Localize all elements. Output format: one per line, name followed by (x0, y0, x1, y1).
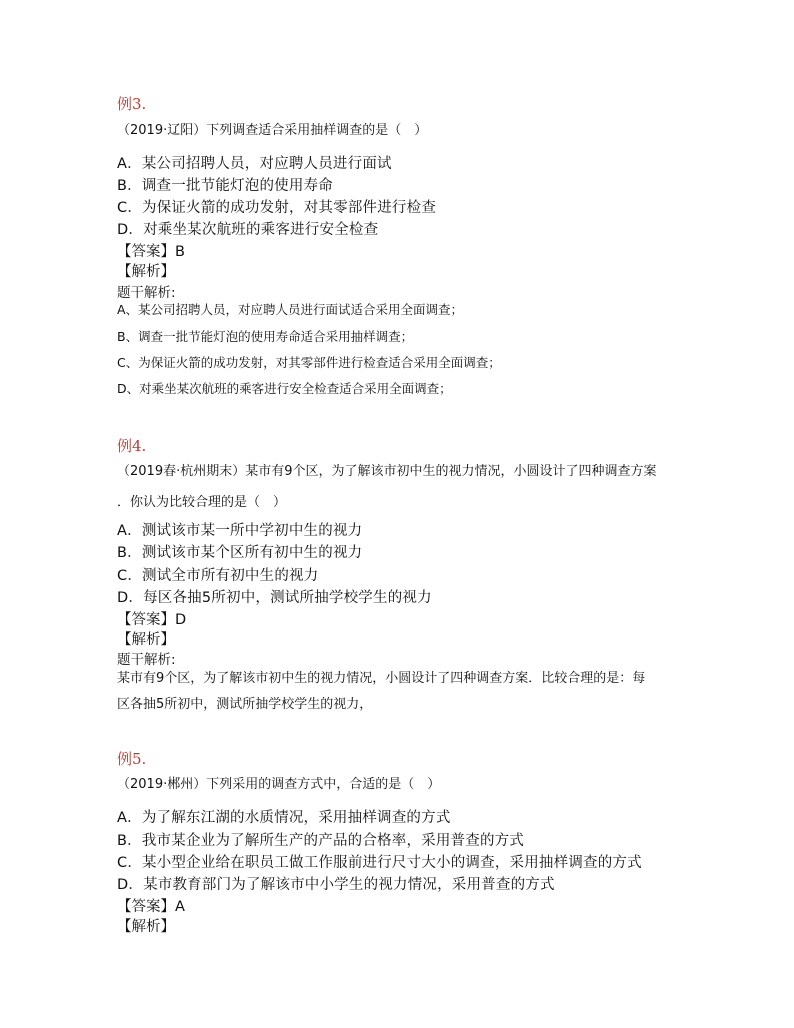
example-3-option-d: D．对乘坐某次航班的乘客进行安全检查 (117, 222, 379, 238)
example-5-source: （2019·郴州）下列采用的调查方式中，合适的是（ ） (117, 777, 441, 792)
example-3-answer: 【答案】B (117, 244, 185, 260)
example-4-option-a: A．测试该市某一所中学初中生的视力 (117, 523, 363, 539)
example-5-title: 例5. (117, 750, 147, 768)
example-5-option-b: B．我市某企业为了解所生产的产品的合格率，采用普查的方式 (117, 833, 525, 849)
example-4-option-c: C．测试全市所有初中生的视力 (117, 568, 319, 584)
example-3-solution-line: A、某公司招聘人员，对应聘人员进行面试适合采用全面调查； (117, 302, 464, 317)
example-3-option-b: B．调查一批节能灯泡的使用寿命 (117, 178, 333, 194)
example-4-source-line-1: （2019春·杭州期末）某市有9个区，为了解该市初中生的视力情况，小圆设计了四种调查方案 (117, 464, 657, 479)
example-5-option-a: A．为了解东江湖的水质情况，采用抽样调查的方式 (117, 810, 451, 826)
example-3-analysis-label: 【解析】 (117, 264, 175, 280)
example-4-answer: 【答案】D (117, 612, 187, 628)
example-3-solution-line: C、为保证火箭的成功发射，对其零部件进行检查适合采用全面调查； (117, 355, 501, 370)
example-5-option-d: D．某市教育部门为了解该市中小学生的视力情况，采用普查的方式 (117, 877, 555, 893)
example-5-option-c: C．某小型企业给在职员工做工作服前进行尺寸大小的调查，采用抽样调查的方式 (117, 855, 642, 871)
example-4-source-line-2: ．你认为比较合理的是（ ） (117, 495, 287, 510)
example-4-solution-label: 题干解析: (117, 652, 176, 668)
example-3-option-c: C．为保证火箭的成功发射，对其零部件进行检查 (117, 200, 437, 216)
example-4-solution-line: 区各抽5所初中，测试所抽学校学生的视力， (117, 697, 373, 712)
example-3-source: （2019·辽阳）下列调查适合采用抽样调查的是（ ） (117, 123, 428, 138)
example-4-solution-line: 某市有9个区，为了解该市初中生的视力情况，小圆设计了四种调查方案．比较合理的是：每 (117, 671, 646, 686)
example-4-title: 例4. (117, 437, 147, 455)
example-4-analysis-label: 【解析】 (117, 632, 175, 648)
example-3-solution-label: 题干解析: (117, 285, 176, 301)
example-5-analysis-label: 【解析】 (117, 919, 175, 935)
example-5-answer: 【答案】A (117, 899, 185, 915)
example-3-solution-line: D、对乘坐某次航班的乘客进行安全检查适合采用全面调查； (117, 381, 452, 396)
example-3-title: 例3. (117, 95, 147, 113)
example-3-solution-line: B、调查一批节能灯泡的使用寿命适合采用抽样调查； (117, 329, 414, 344)
example-3-option-a: A．某公司招聘人员，对应聘人员进行面试 (117, 156, 392, 172)
example-4-option-d: D．每区各抽5所初中，测试所抽学校学生的视力 (117, 590, 432, 606)
example-4-option-b: B．测试该市某个区所有初中生的视力 (117, 545, 363, 561)
